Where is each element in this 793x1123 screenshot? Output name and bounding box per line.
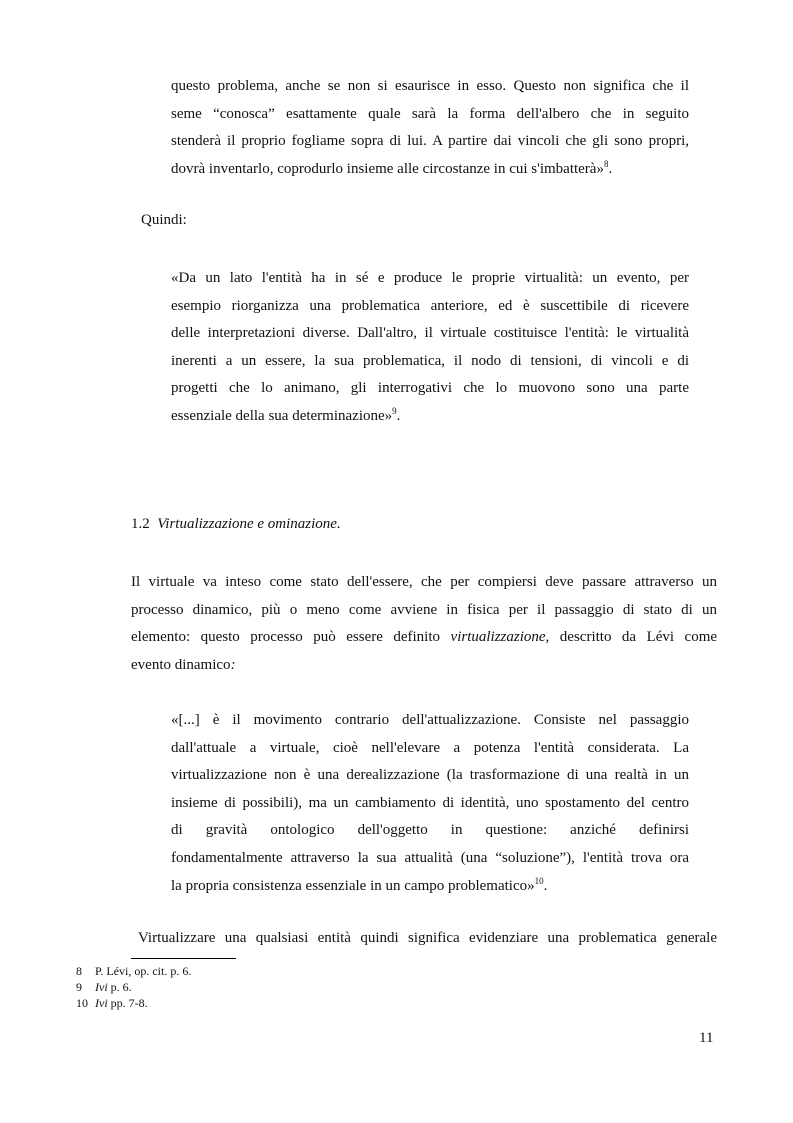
footnote-italic: Ivi xyxy=(95,996,108,1010)
footnote-10 xyxy=(76,996,148,1010)
quote-line xyxy=(171,156,689,184)
footnote-9 xyxy=(76,980,132,994)
footnote-number: 8 xyxy=(76,964,82,978)
footnote-separator xyxy=(131,958,236,959)
emphasis-term: virtualizzazione, xyxy=(450,629,550,646)
quote-line: delle interpretazioni diverse. Dall'altro, il virtuale costituisce l'entità: le virtualità xyxy=(171,325,689,342)
quote-text: dovrà inventarlo, coprodurlo insieme alle circostanze in cui s'imbatterà» xyxy=(171,160,604,177)
paragraph-2 xyxy=(138,930,717,947)
quote-line: «[...] è il movimento contrario dell'attualizzazione. Consiste nel passaggio xyxy=(171,712,689,728)
footnote-8 xyxy=(76,964,191,978)
quote-text: la propria consistenza essenziale in un campo problematico» xyxy=(171,877,535,894)
footnote-italic: Ivi xyxy=(95,980,108,994)
quote-line: insieme di possibili), ma un cambiamento di identità, uno spostamento del centro xyxy=(171,794,689,811)
quote-end: . xyxy=(608,160,613,177)
quote-line: esempio riorganizza una problematica anteriore, ed è suscettibile di ricevere xyxy=(171,297,689,314)
paragraph-line: processo dinamico, più o meno come avviene in fisica per il passaggio di stato di un xyxy=(131,601,717,618)
paragraph-text: elemento: questo processo può essere definito xyxy=(131,629,441,646)
quote-line: inerenti a un essere, la sua problematica, il nodo di tensioni, di vincoli e di xyxy=(171,352,689,369)
quote-line: stenderà il proprio fogliame sopra di lui. A partire dai vincoli che gli sono propri, xyxy=(171,133,689,150)
paragraph-line xyxy=(131,624,717,652)
footnote-ref[interactable]: 8 xyxy=(603,158,609,169)
block-quote-2 xyxy=(171,265,689,431)
quote-line xyxy=(171,403,689,431)
paragraph-colon: : xyxy=(230,656,236,673)
section-heading xyxy=(131,516,341,533)
quote-text: essenziale della sua determinazione» xyxy=(171,407,393,424)
quote-end: . xyxy=(543,877,548,894)
quote-line: fondamentalmente attraverso la sua attualità (una “soluzione”), l'entità trova ora xyxy=(171,849,689,866)
paragraph-line xyxy=(131,652,717,680)
footnote-ref[interactable]: 10 xyxy=(534,875,544,886)
section-title: Virtualizzazione e ominazione. xyxy=(157,516,341,532)
page-number: 11 xyxy=(699,1030,714,1046)
paragraph-line: Il virtuale va inteso come stato dell'essere, che per compiersi deve passare attraverso un xyxy=(131,574,717,590)
paragraph-line: Virtualizzare una qualsiasi entità quindi significa evidenziare una problematica generale xyxy=(138,930,717,946)
quote-line xyxy=(171,873,689,901)
block-quote-1 xyxy=(171,73,689,183)
footnote-text: p. 6. xyxy=(107,980,132,994)
section-number: 1.2 xyxy=(131,516,150,532)
paragraph-1 xyxy=(131,569,717,679)
quote-line: virtualizzazione non è una derealizzazione (la trasformazione di una realtà in un xyxy=(171,767,689,784)
paragraph-text: descritto da Lévi come xyxy=(559,629,718,646)
paragraph-text: evento dinamico xyxy=(131,656,231,673)
quote-line: progetti che lo animano, gli interrogativi che lo muovono sono una parte xyxy=(171,380,689,397)
quote-line: dall'attuale a virtuale, cioè nell'elevare a potenza l'entità considerata. La xyxy=(171,739,689,756)
block-quote-3 xyxy=(171,707,689,900)
footnote-text: pp. 7-8. xyxy=(107,996,148,1010)
footnote-number: 9 xyxy=(76,980,82,994)
quote-line: di gravità ontologico dell'oggetto in questione: anziché definirsi xyxy=(171,822,689,839)
quindi-label: Quindi: xyxy=(141,212,187,228)
footnote-number: 10 xyxy=(76,996,88,1010)
quote-line: questo problema, anche se non si esaurisce in esso. Questo non significa che il xyxy=(171,78,689,94)
quote-end: . xyxy=(396,407,401,424)
footnote-ref[interactable]: 9 xyxy=(392,405,397,416)
footnote-text: P. Lévi, op. cit. p. 6. xyxy=(95,964,192,978)
quote-line: seme “conosca” esattamente quale sarà la forma dell'albero che in seguito xyxy=(171,105,689,122)
quote-line: «Da un lato l'entità ha in sé e produce le proprie virtualità: un evento, per xyxy=(171,270,689,286)
